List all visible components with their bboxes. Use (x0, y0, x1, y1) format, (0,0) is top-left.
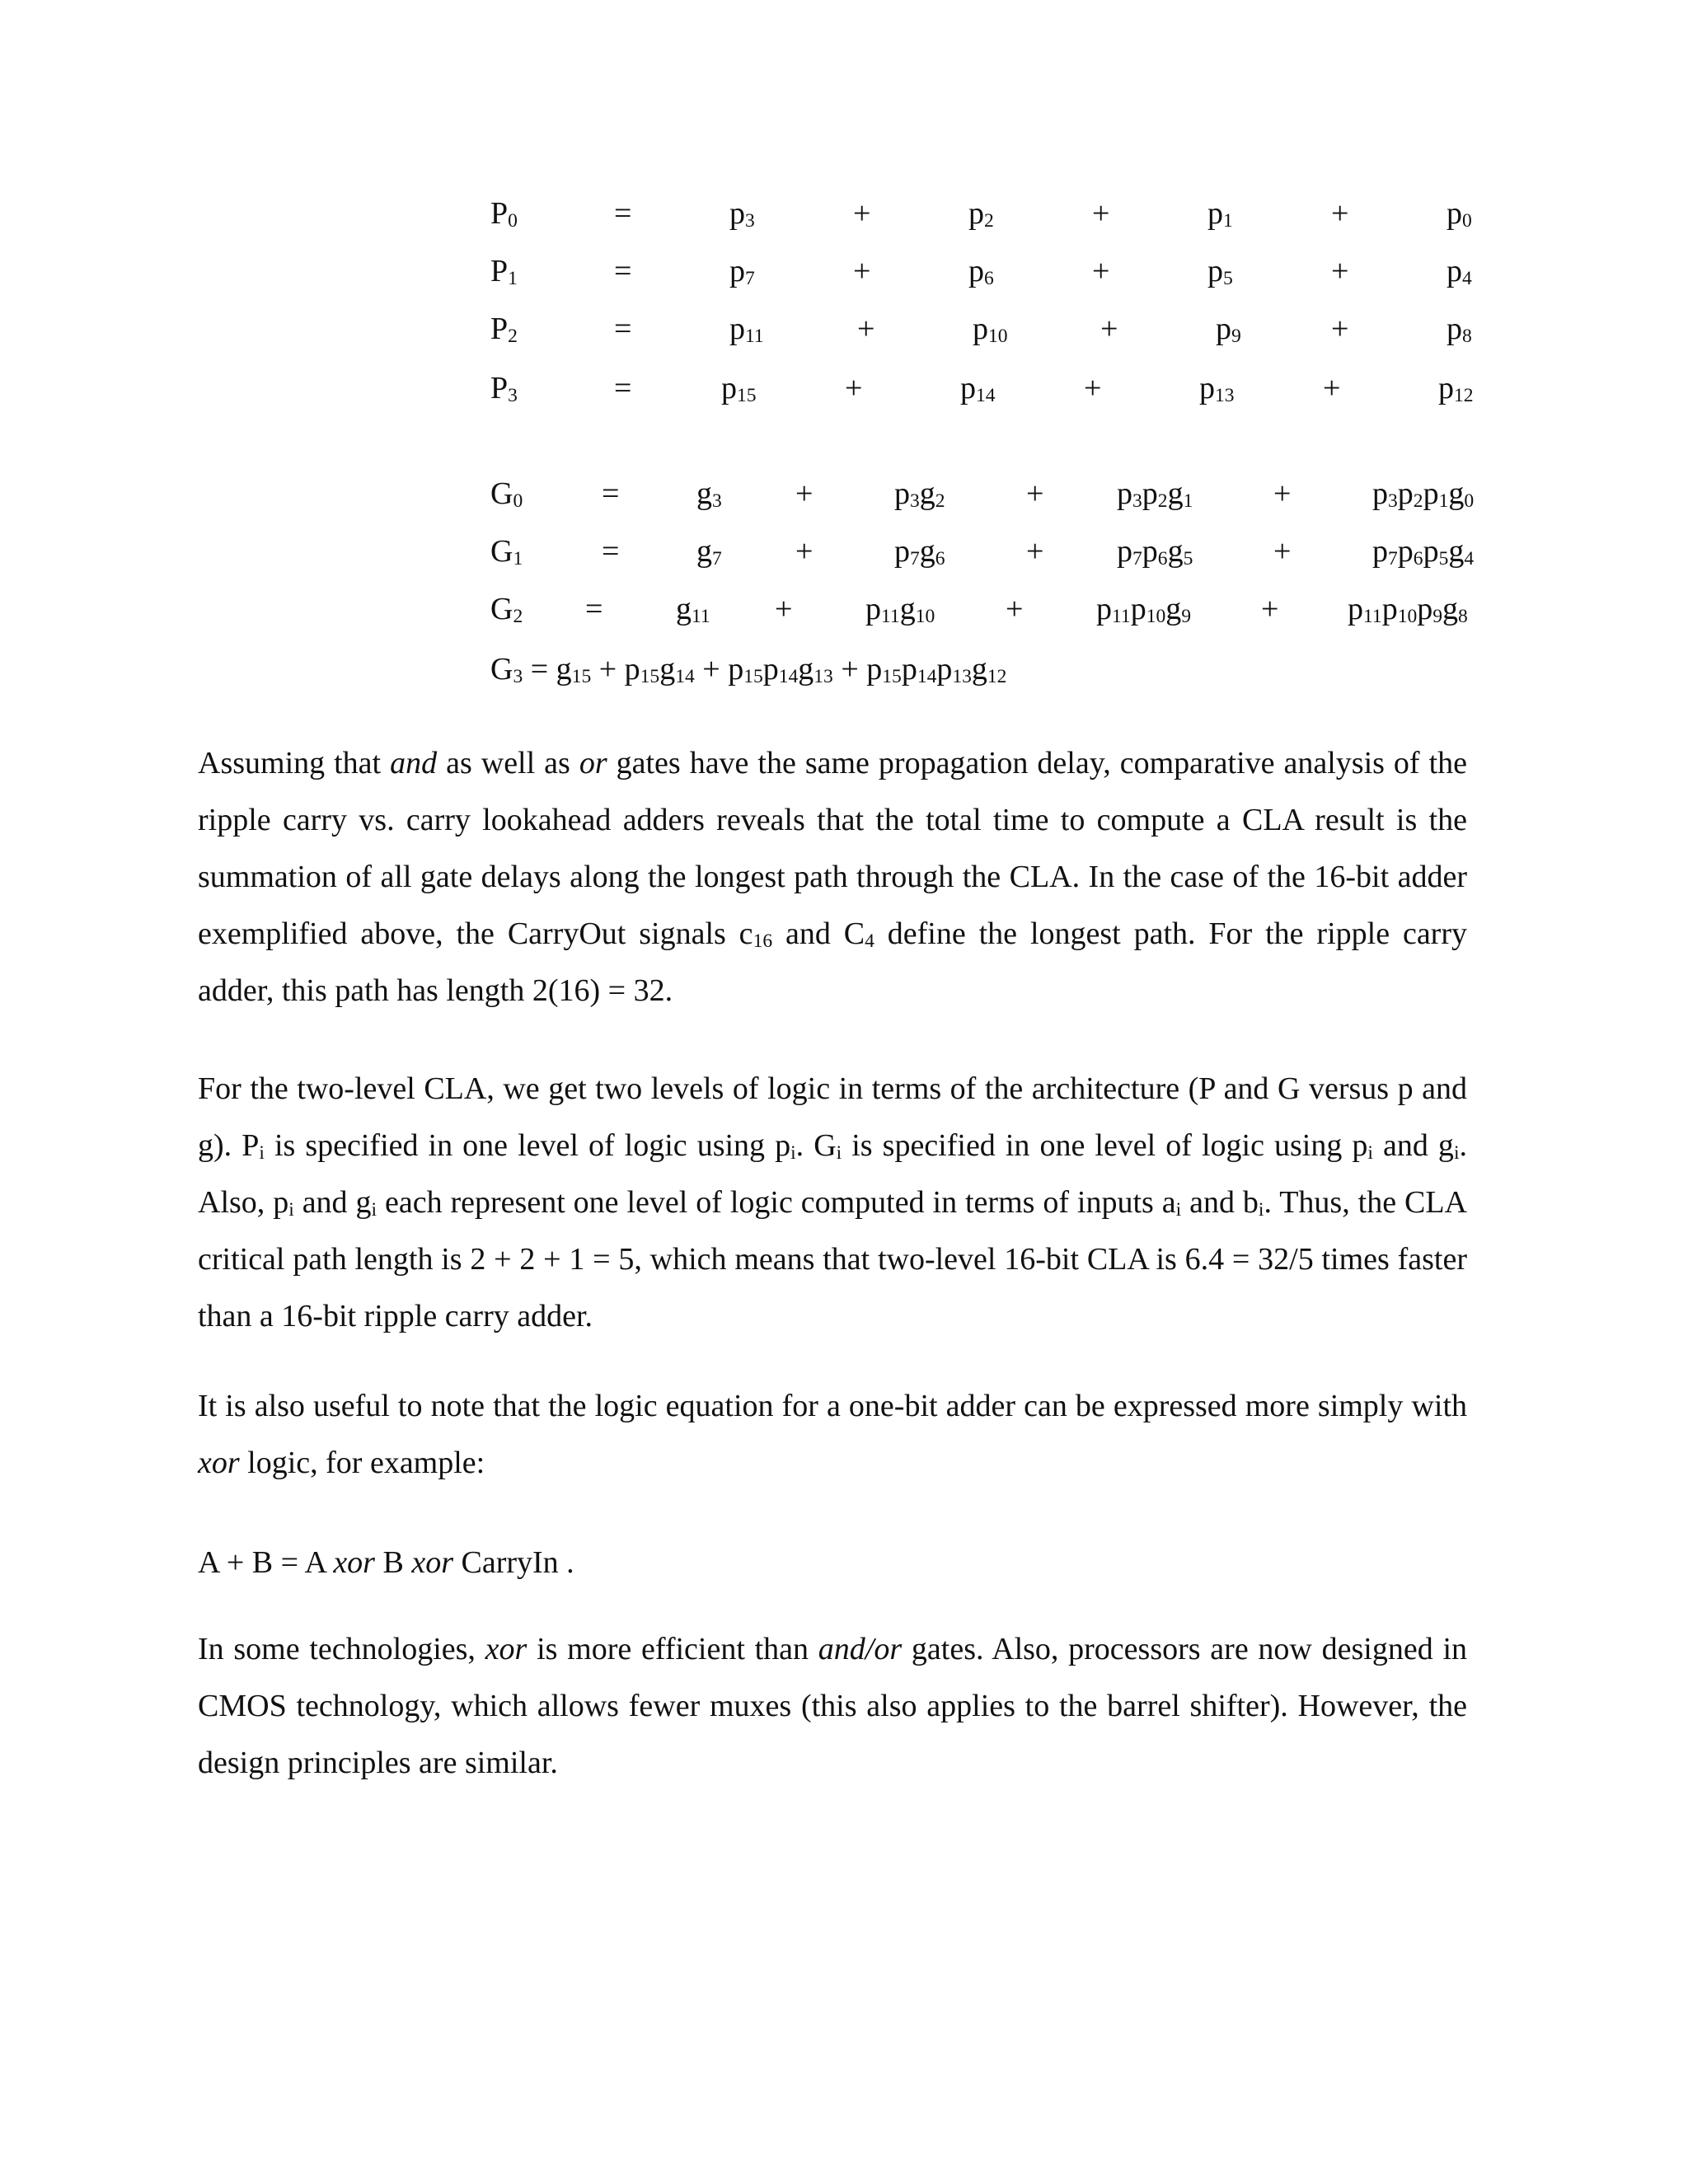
eq-equals: = (614, 254, 632, 288)
eq-plus: + (1092, 254, 1110, 288)
eq-lhs: $P_2$ (490, 312, 518, 348)
eq-plus: + (1331, 312, 1349, 346)
g-equation-row (490, 593, 1479, 635)
eq-term: $g_7$ (696, 534, 722, 570)
p-equation-row (490, 198, 1479, 239)
eq-plus: + (795, 476, 814, 511)
eq-term: $p_7p_6p_5g_4$ (1372, 534, 1475, 570)
eq-plus: + (1331, 254, 1349, 288)
paragraph-xor-note: It is also useful to note that the logic equation for a one-bit adder can be expressed more simply with xor logic, for example: (198, 1389, 1467, 1480)
eq-term: $p_{11}p_{10}g_9$ (1096, 592, 1192, 628)
eq-term: $p_{14}$ (960, 371, 996, 407)
eq-term: $p_{10}$ (973, 312, 1008, 348)
eq-term: $p_5$ (1207, 254, 1233, 290)
eq-plus: + (857, 312, 875, 346)
eq-equals: = (602, 534, 620, 569)
eq-lhs: $G_2$ (490, 592, 523, 628)
eq-equals: = (585, 592, 603, 626)
eq-lhs: $P_3$ (490, 371, 518, 407)
eq-plus: + (1092, 196, 1110, 231)
eq-term: $g_{11}$ (676, 592, 710, 628)
eq-lhs: $P_1$ (490, 254, 518, 290)
eq-term: $p_{11}p_{10}p_9g_8$ (1348, 592, 1468, 628)
p-equation-row (490, 255, 1479, 297)
paragraph-two-level-cla: For the two-level CLA, we get two levels of logic in terms of the architecture (P and G versus p and g). $P_i$ is specified in one level of logic using $p_i$. $G_i$ is specified in one level of logic using $p_i$ and $g_i$. Also, $p_i$ and $g_i$ each represent one level of logic computed in terms of inputs $a_i$ and $b_i$. Thus, the CLA critical path length is 2 + 2 + 1 = 5, which means that two-level 16-bit CLA is 6.4 = 32/5 times faster than a 16-bit ripple carry adder. (198, 1071, 1467, 1333)
eq-equals: = (602, 476, 620, 511)
eq-plus: + (1006, 592, 1024, 626)
eq-plus: + (1331, 196, 1349, 231)
eq-plus: + (853, 254, 871, 288)
eq-plus: + (1084, 371, 1102, 405)
eq-term: $p_6$ (968, 254, 994, 290)
eq-term: $p_4$ (1447, 254, 1472, 290)
p-equation-row (490, 313, 1479, 354)
eq-term: $p_7g_6$ (894, 534, 945, 570)
g-equation-row (490, 478, 1479, 519)
eq-term: $p_7$ (729, 254, 755, 290)
eq-term: $p_2$ (968, 196, 994, 232)
eq-term: $p_{11}$ (729, 312, 764, 348)
eq-equals: = (614, 312, 632, 346)
eq-term: $p_3p_2g_1$ (1117, 476, 1193, 513)
eq-term: $g_3$ (696, 476, 722, 513)
eq-term: $p_0$ (1447, 196, 1472, 232)
eq-plus: + (795, 534, 814, 569)
eq-lhs: $G_1$ (490, 534, 523, 570)
eq-term: $p_3g_2$ (894, 476, 945, 513)
paragraph-xor-equation: A + B = A xor B xor CarryIn . (198, 1545, 574, 1580)
eq-plus: + (1323, 371, 1341, 405)
eq-term: $p_{12}$ (1438, 371, 1474, 407)
eq-term: $p_{15}$ (721, 371, 757, 407)
eq-term: $p_{11}g_{10}$ (865, 592, 935, 628)
paragraph-propagation-delay: Assuming that and as well as or gates have the same propagation delay, comparative analysis of the ripple carry vs. carry lookahead adders reveals that the total time to compute a CLA result is the summation of all gate delays along the longest path through the CLA. In the case of the 16-bit adder exemplified above, the CarryOut signals $c_{16}$ and $C_4$ define the longest path. For the ripple carry adder, this path has length 2(16) = 32. (198, 746, 1467, 1008)
eq-term: $p_1$ (1207, 196, 1233, 232)
eq-term: $p_3$ (729, 196, 755, 232)
eq-plus: + (1273, 476, 1292, 511)
eq-plus: + (845, 371, 863, 405)
g3-equation: $G_3 = g_{15} + p_{15}g_{14} + p_{15}p_{14}g_{13} + p_{15}p_{14}p_{13}g_{12}$ (490, 652, 1007, 688)
g-equation-row (490, 536, 1479, 577)
eq-term: $p_{13}$ (1199, 371, 1235, 407)
eq-plus: + (1026, 476, 1044, 511)
eq-lhs: $G_0$ (490, 476, 523, 513)
eq-plus: + (1100, 312, 1118, 346)
eq-term: $p_8$ (1447, 312, 1472, 348)
eq-lhs: $P_0$ (490, 196, 518, 232)
eq-equals: = (614, 371, 632, 405)
eq-plus: + (1273, 534, 1292, 569)
paragraph-technologies: In some technologies, xor is more efficient than and/or gates. Also, processors are now designed in CMOS technology, which allows fewer muxes (this also applies to the barrel shifter). However, the design principles are similar. (198, 1632, 1468, 1780)
eq-plus: + (1026, 534, 1044, 569)
eq-term: $p_7p_6g_5$ (1117, 534, 1193, 570)
eq-equals: = (614, 196, 632, 231)
eq-plus: + (775, 592, 793, 626)
eq-plus: + (1261, 592, 1279, 626)
eq-plus: + (853, 196, 871, 231)
eq-term: $p_9$ (1216, 312, 1241, 348)
eq-term: $p_3p_2p_1g_0$ (1372, 476, 1475, 513)
p-equation-row (490, 373, 1479, 414)
